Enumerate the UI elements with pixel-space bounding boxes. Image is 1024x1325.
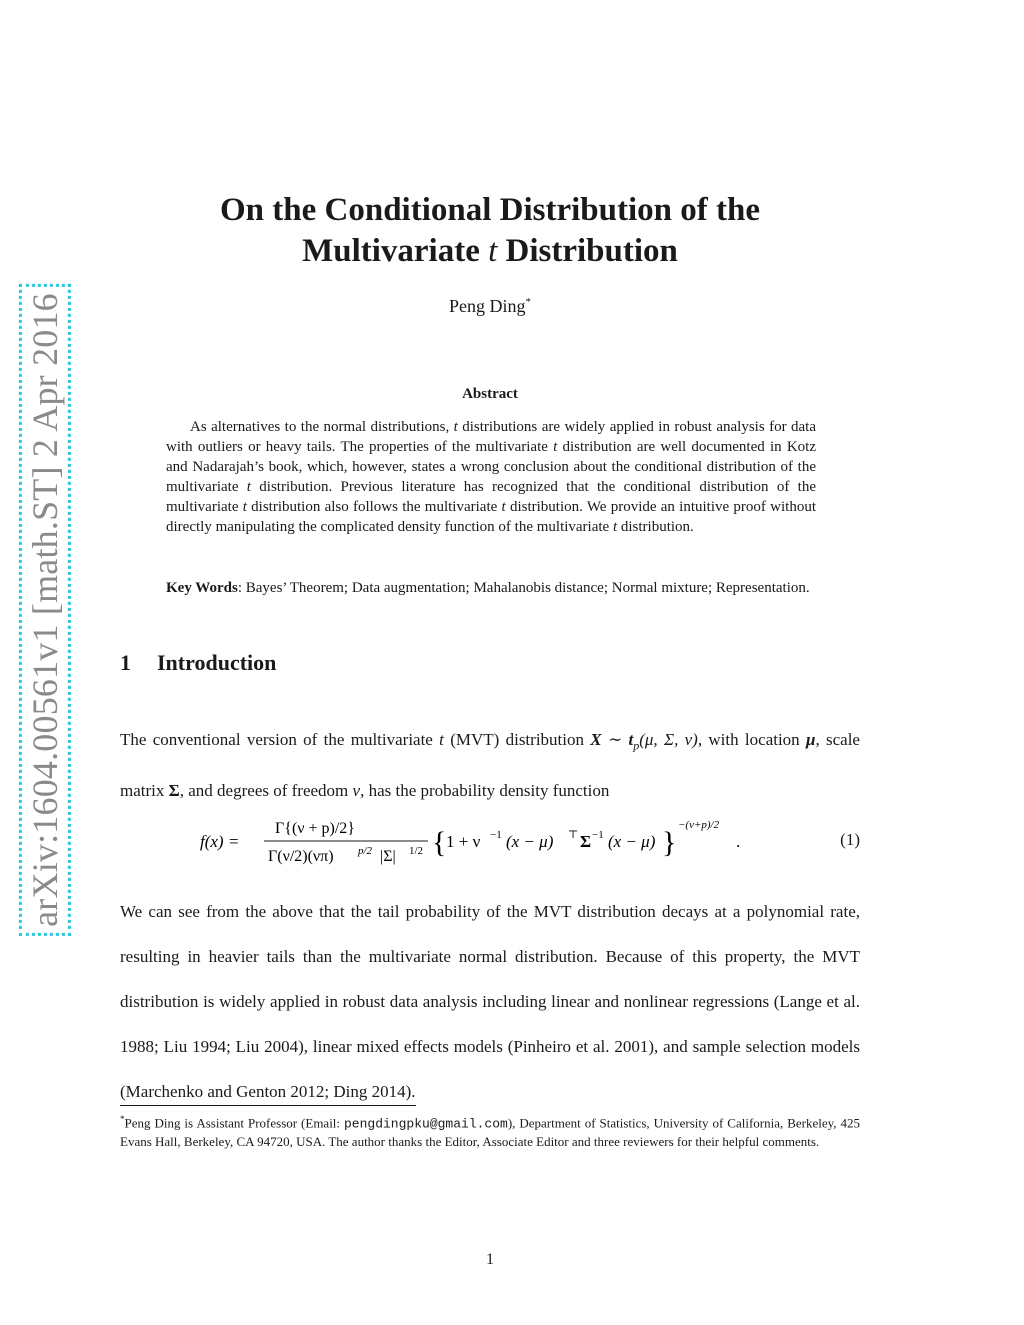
title-line-1: On the Conditional Distribution of the	[220, 192, 760, 228]
section-title: Introduction	[157, 650, 277, 675]
arxiv-identifier[interactable]: arXiv:1604.00561v1 [math.ST] 2 Apr 2016	[24, 289, 66, 931]
formula-den-exponent: p/2	[358, 845, 373, 857]
formula-numerator: Γ{(ν + p)/2}	[275, 820, 355, 837]
formula-det-exponent: 1/2	[409, 845, 424, 857]
footnote-mark: *	[120, 1114, 125, 1124]
formula-outer-exponent: −(ν+p)/2	[678, 819, 720, 831]
section-heading-introduction	[120, 650, 276, 676]
formula-period: .	[736, 832, 741, 851]
abstract-text: As alternatives to the normal distributions, t distributions are widely applied in robust analysis for data with outliers or heavy tails. The properties of the multivariate t distribution are well documented in Kotz and Nadarajah’s book, which, however, states a wrong conclusion about the conditional distribution of the multivariate t distribution. Previous literature has recognized that the conditional distribution of the multivariate t distribution also follows the multivariate t distribution. We provide an intuitive proof without directly manipulating the complicated density function of the multivariate t distribution.	[166, 419, 816, 535]
formula-body-b: (x − μ)	[506, 832, 554, 851]
footnote: *Peng Ding is Assistant Professor (Email: pengdingpku@gmail.com), Department of Statistics, University of California, Berkeley, 425 Evans Hall, Berkeley, CA 94720, USA. The author thanks the Editor, Associate Editor and three reviewers for their helpful comments.	[120, 1114, 860, 1150]
arxiv-sidebar	[15, 293, 75, 927]
equation-1	[120, 810, 860, 870]
formula-body-b-exp: ⊤	[568, 829, 579, 841]
formula-body-d: (x − μ)	[608, 832, 656, 851]
formula-body-c-exp: −1	[592, 829, 604, 841]
paper-title	[140, 190, 840, 272]
formula-body-a: 1 + ν	[446, 832, 481, 851]
footnote-email[interactable]: pengdingpku@gmail.com	[344, 1116, 508, 1132]
abstract-heading: Abstract	[462, 386, 518, 402]
formula-body-a-exp: −1	[490, 829, 502, 841]
keywords-text: : Bayes’ Theorem; Data augmentation; Mahalanobis distance; Normal mixture; Representation.	[237, 580, 810, 596]
title-line-2: Multivariate t Distribution	[302, 233, 678, 269]
formula-brace-open: {	[432, 826, 447, 859]
page-number: 1	[486, 1251, 494, 1268]
formula-denominator: Γ(ν/2)(νπ)	[268, 848, 334, 865]
formula-lhs: f(x) =	[200, 832, 240, 851]
footnote-rule	[120, 1105, 416, 1106]
author-line	[140, 296, 840, 317]
formula-den-det: |Σ|	[380, 848, 396, 865]
equation-number: (1)	[840, 830, 860, 849]
density-formula	[200, 810, 800, 870]
keywords-label: Key Words	[166, 580, 238, 596]
keywords	[166, 578, 816, 598]
formula-body-c: Σ	[580, 832, 592, 851]
section-number: 1	[120, 650, 131, 675]
author-footnote-mark[interactable]: *	[525, 296, 531, 308]
author-name: Peng Ding	[449, 296, 526, 316]
intro-paragraph-1: The conventional version of the multivariate t (MVT) distribution X ∼ $t_p(\mu$, Σ, ν), with location μ, scale matrix Σ, and degrees of freedom ν, has the probability density function	[120, 730, 860, 801]
formula-brace-close: }	[662, 826, 677, 859]
intro-paragraph-2: We can see from the above that the tail probability of the MVT distribution decays at a polynomial rate, resulting in heavier tails than the multivariate normal distribution. Because of this property, the MVT distribution is widely applied in robust data analysis including linear and nonlinear regressions (Lange et al. 1988; Liu 1994; Liu 2004), linear mixed effects models (Pinheiro et al. 2001), and sample selection models (Marchenko and Genton 2012; Ding 2014).	[120, 902, 860, 1101]
